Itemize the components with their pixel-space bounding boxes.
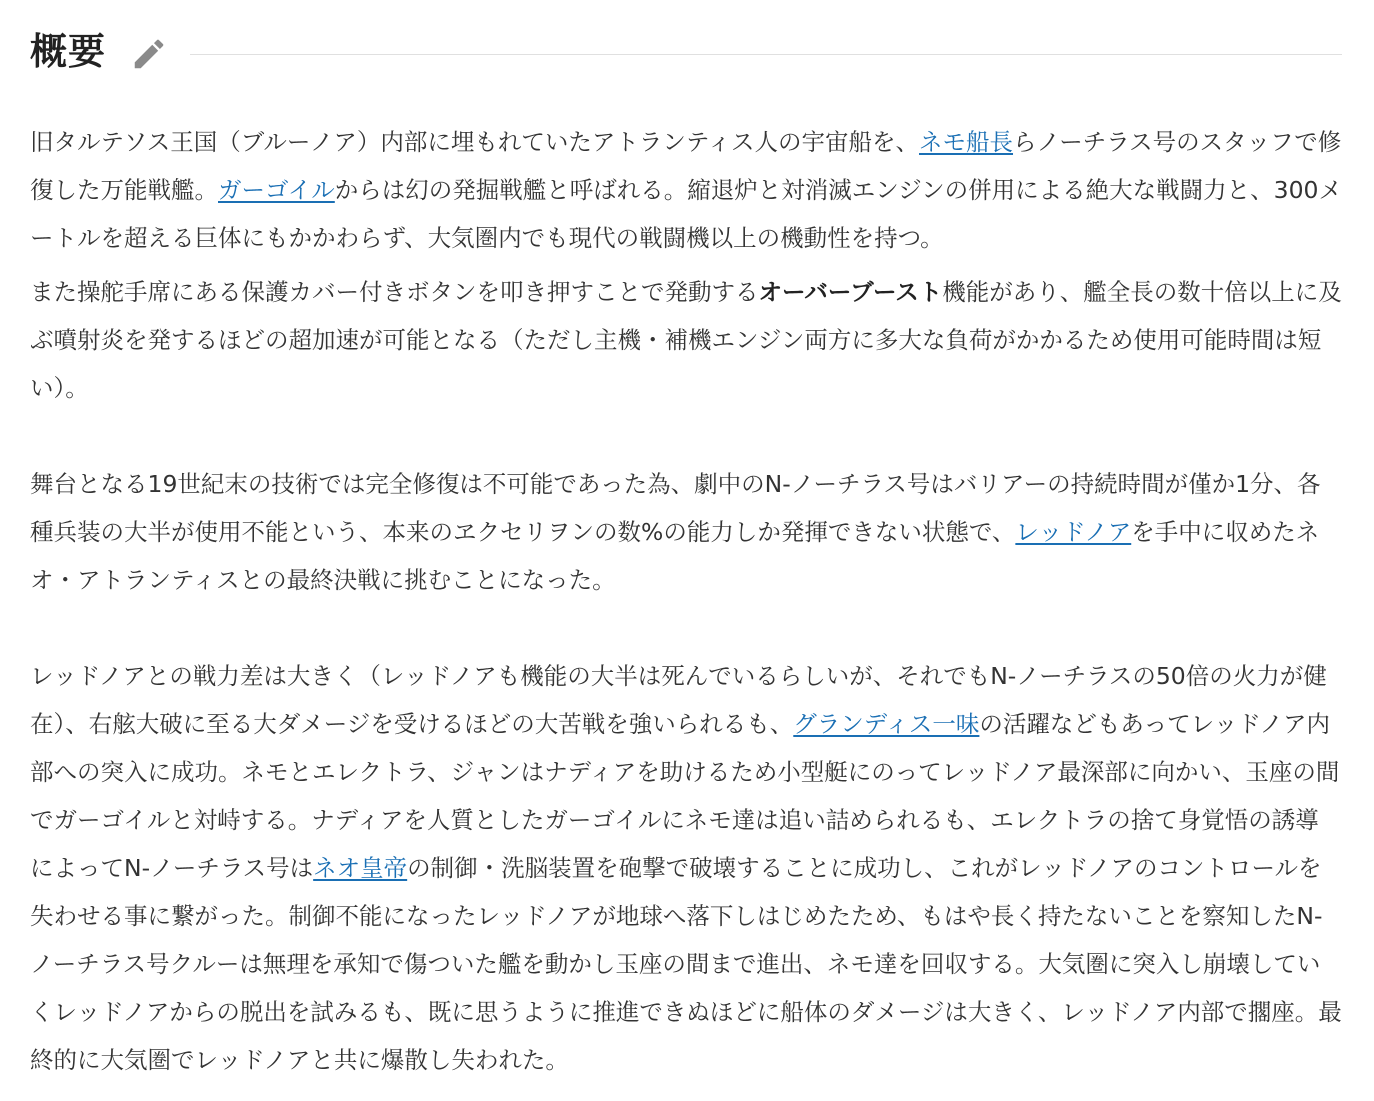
section-heading bbox=[30, 22, 1342, 82]
paragraph-text: 機能があり、艦全長の数十倍以上に及ぶ噴射炎を発するほどの超加速が可能となる（ただし主機・補機エンジン両方に多大な負荷がかかるため使用可能時間は短い）。 bbox=[30, 278, 1342, 402]
paragraph-4 bbox=[30, 652, 1342, 1084]
paragraph-text: からは幻の発掘戦艦と呼ばれる。縮退炉と対消滅エンジンの併用による絶大な戦闘力と、300メートルを超える巨体にもかかわらず、大気圏内でも現代の戦闘機以上の機動性を持つ。 bbox=[30, 176, 1342, 252]
paragraph-3 bbox=[30, 460, 1342, 604]
paragraph-text: らノーチラス号のスタッフで修復した万能戦艦。 bbox=[30, 128, 1342, 204]
heading-divider bbox=[190, 54, 1342, 55]
paragraph-2 bbox=[30, 268, 1342, 412]
pencil-icon[interactable] bbox=[130, 35, 168, 73]
link-nemo[interactable]: ネモ船長 bbox=[919, 128, 1014, 156]
link-rednoah[interactable]: レッドノア bbox=[1015, 518, 1132, 546]
paragraph-text: を手中に収めたネオ・アトランティスとの最終決戦に挑むことになった。 bbox=[30, 518, 1320, 594]
paragraph-text: また操舵手席にある保護カバー付きボタンを叩き押すことで発動する bbox=[30, 278, 759, 306]
paragraph-1 bbox=[30, 118, 1342, 262]
paragraph-text: レッドノアとの戦力差は大きく（レッドノアも機能の大半は死んでいるらしいが、それでもN-ノーチラスの50倍の火力が健在）、右舷大破に至る大ダメージを受けるほどの大苦戦を強いられるも、 bbox=[30, 662, 1327, 738]
link-neo-emperor[interactable]: ネオ皇帝 bbox=[313, 854, 408, 882]
section-body bbox=[30, 118, 1342, 1084]
bold-term-overboost: オーバーブースト bbox=[758, 278, 943, 306]
paragraph-text: の活躍などもあってレッドノア内部への突入に成功。ネモとエレクトラ、ジャンはナディアを助けるため小型艇にのってレッドノア最深部に向かい、玉座の間でガーゴイルと対峙する。ナディアを人質としたガーゴイルにネモ達は追い詰められるも、エレクトラの捨て身覚悟の誘導によってN-ノーチラス号は bbox=[30, 710, 1340, 882]
paragraph-text: 舞台となる19世紀末の技術では完全修復は不可能であった為、劇中のN-ノーチラス号はバリアーの持続時間が僅か1分、各種兵装の大半が使用不能という、本来のヱクセリヲンの数%の能力しか発揮できない状態で、 bbox=[30, 470, 1321, 546]
paragraph-text: 旧タルテソス王国（ブルーノア）内部に埋もれていたアトランティス人の宇宙船を、 bbox=[30, 128, 920, 156]
link-gargoyle[interactable]: ガーゴイル bbox=[218, 176, 335, 204]
paragraph-text: の制御・洗脳装置を砲撃で破壊することに成功し、これがレッドノアのコントロールを失わせる事に繋がった。制御不能になったレッドノアが地球へ落下しはじめたため、もはや長く持たないことを察知したN-ノーチラス号クルーは無理を承知で傷ついた艦を動かし玉座の間まで進出、ネモ達を回収する。大気圏に突入し崩壊していくレッドノアからの脱出を試みるも、既に思うように推進できぬほどに船体のダメージは大きく、レッドノア内部で擱座。最終的に大気圏でレッドノアと共に爆散し失われた。 bbox=[30, 854, 1342, 1074]
section-title: 概要 bbox=[30, 30, 106, 73]
link-grandis[interactable]: グランディス一味 bbox=[793, 710, 980, 738]
